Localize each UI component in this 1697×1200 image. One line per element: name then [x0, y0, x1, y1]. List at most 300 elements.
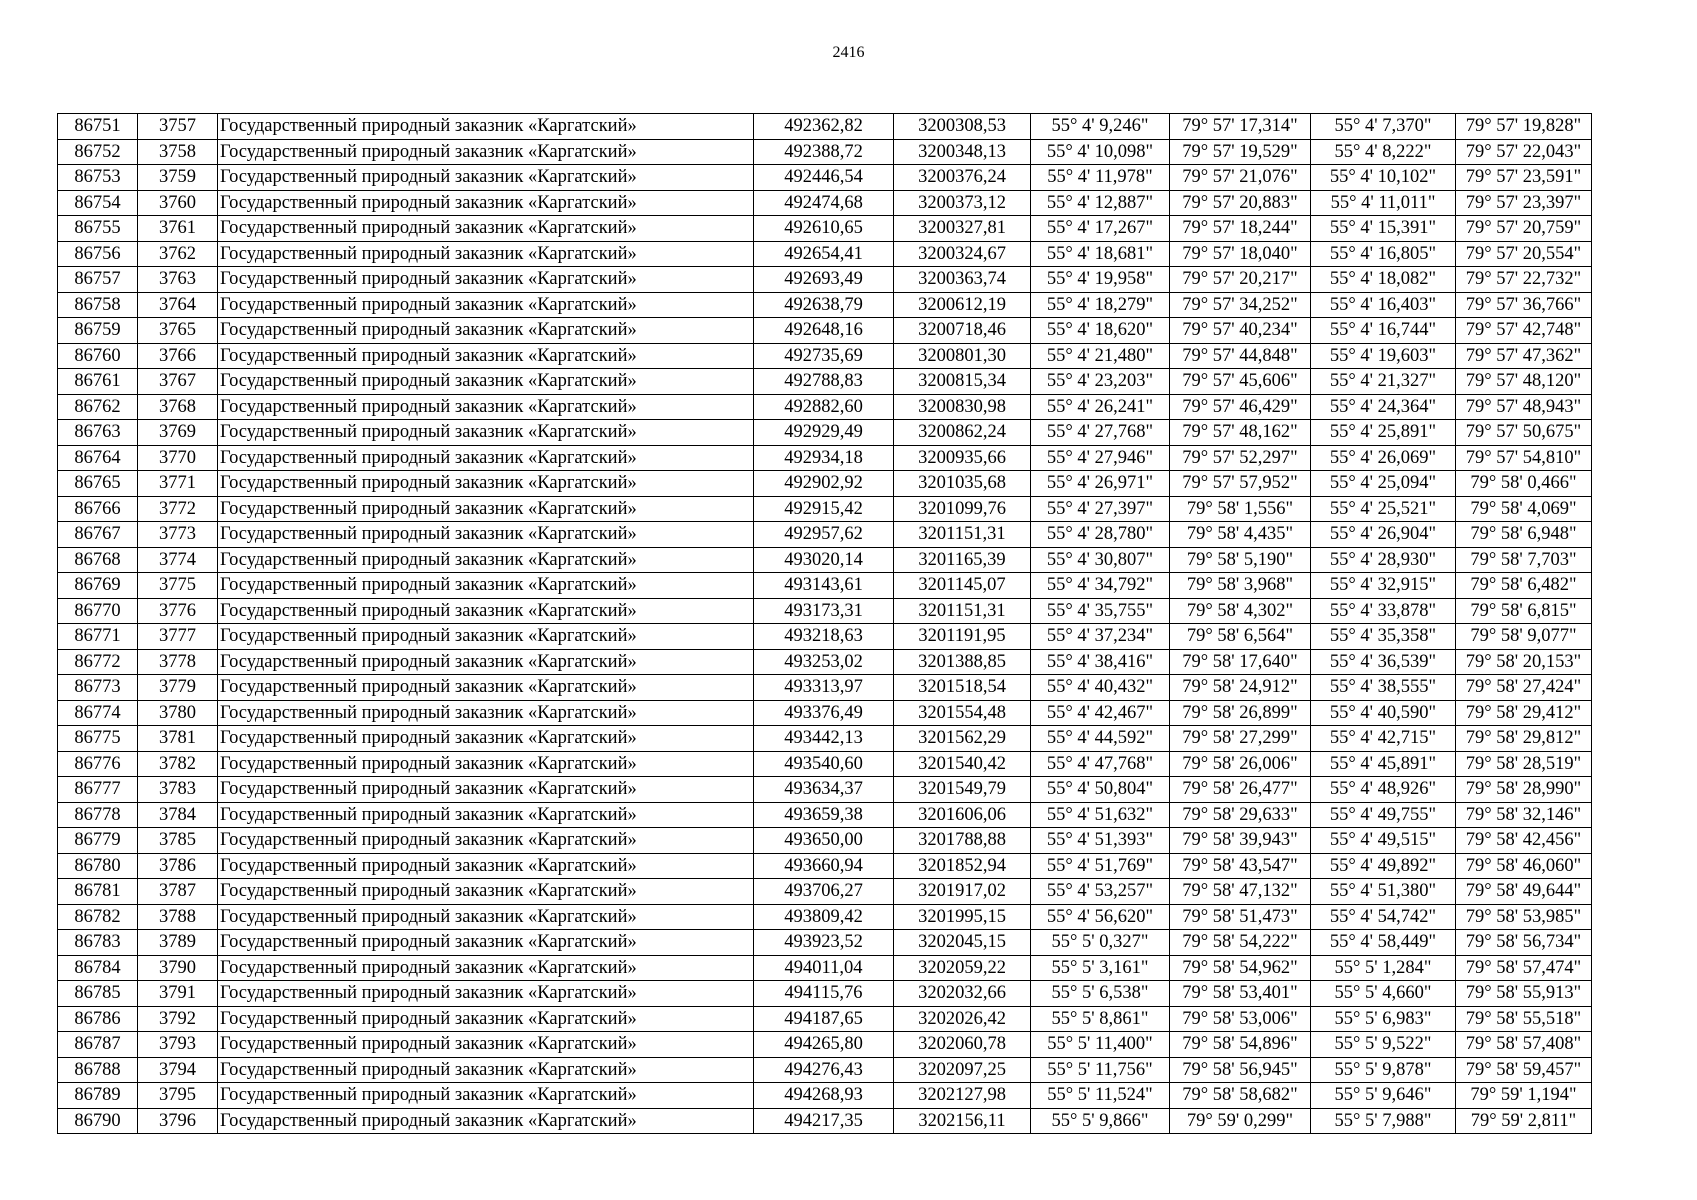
longitude-1-cell: 79° 58' 51,473"	[1170, 904, 1311, 930]
longitude-1-cell: 79° 57' 18,244"	[1170, 216, 1311, 242]
latitude-1-cell: 55° 5' 9,866"	[1031, 1108, 1170, 1134]
object-name-cell: Государственный природный заказник «Каргатский»	[218, 445, 754, 471]
point-number-cell: 3768	[138, 394, 218, 420]
longitude-2-cell: 79° 57' 22,732"	[1456, 267, 1592, 293]
longitude-2-cell: 79° 58' 55,913"	[1456, 981, 1592, 1007]
point-number-cell: 3759	[138, 165, 218, 191]
table-row	[58, 420, 1592, 446]
coord-y-cell: 3202059,22	[894, 955, 1031, 981]
table-row	[58, 700, 1592, 726]
point-number-cell: 3767	[138, 369, 218, 395]
latitude-2-cell: 55° 4' 7,370"	[1311, 114, 1456, 140]
longitude-1-cell: 79° 58' 29,633"	[1170, 802, 1311, 828]
record-number-cell: 86754	[58, 190, 138, 216]
coord-x-cell: 492638,79	[754, 292, 894, 318]
latitude-1-cell: 55° 5' 11,524"	[1031, 1083, 1170, 1109]
longitude-1-cell: 79° 57' 18,040"	[1170, 241, 1311, 267]
record-number-cell: 86765	[58, 471, 138, 497]
coord-y-cell: 3200327,81	[894, 216, 1031, 242]
object-name-cell: Государственный природный заказник «Каргатский»	[218, 777, 754, 803]
longitude-1-cell: 79° 57' 52,297"	[1170, 445, 1311, 471]
longitude-2-cell: 79° 58' 20,153"	[1456, 649, 1592, 675]
latitude-2-cell: 55° 4' 11,011"	[1311, 190, 1456, 216]
table-row	[58, 879, 1592, 905]
longitude-1-cell: 79° 57' 17,314"	[1170, 114, 1311, 140]
record-number-cell: 86779	[58, 828, 138, 854]
table-row	[58, 853, 1592, 879]
table-row	[58, 1032, 1592, 1058]
latitude-2-cell: 55° 4' 49,892"	[1311, 853, 1456, 879]
point-number-cell: 3786	[138, 853, 218, 879]
coord-x-cell: 494265,80	[754, 1032, 894, 1058]
coord-y-cell: 3201099,76	[894, 496, 1031, 522]
latitude-2-cell: 55° 4' 16,403"	[1311, 292, 1456, 318]
point-number-cell: 3796	[138, 1108, 218, 1134]
record-number-cell: 86781	[58, 879, 138, 905]
latitude-2-cell: 55° 4' 49,755"	[1311, 802, 1456, 828]
longitude-1-cell: 79° 57' 19,529"	[1170, 139, 1311, 165]
point-number-cell: 3774	[138, 547, 218, 573]
coord-y-cell: 3200348,13	[894, 139, 1031, 165]
coord-y-cell: 3201191,95	[894, 624, 1031, 650]
table-row	[58, 216, 1592, 242]
latitude-1-cell: 55° 4' 18,681"	[1031, 241, 1170, 267]
table-row	[58, 904, 1592, 930]
object-name-cell: Государственный природный заказник «Каргатский»	[218, 930, 754, 956]
table-row	[58, 981, 1592, 1007]
latitude-2-cell: 55° 4' 48,926"	[1311, 777, 1456, 803]
latitude-2-cell: 55° 4' 8,222"	[1311, 139, 1456, 165]
point-number-cell: 3781	[138, 726, 218, 752]
longitude-2-cell: 79° 59' 2,811"	[1456, 1108, 1592, 1134]
latitude-1-cell: 55° 4' 26,971"	[1031, 471, 1170, 497]
latitude-2-cell: 55° 4' 16,805"	[1311, 241, 1456, 267]
point-number-cell: 3787	[138, 879, 218, 905]
latitude-1-cell: 55° 4' 26,241"	[1031, 394, 1170, 420]
table-row	[58, 190, 1592, 216]
coord-x-cell: 494011,04	[754, 955, 894, 981]
record-number-cell: 86774	[58, 700, 138, 726]
coord-x-cell: 492388,72	[754, 139, 894, 165]
point-number-cell: 3763	[138, 267, 218, 293]
longitude-2-cell: 79° 58' 53,985"	[1456, 904, 1592, 930]
latitude-1-cell: 55° 4' 38,416"	[1031, 649, 1170, 675]
coord-y-cell: 3202060,78	[894, 1032, 1031, 1058]
record-number-cell: 86753	[58, 165, 138, 191]
longitude-1-cell: 79° 58' 53,401"	[1170, 981, 1311, 1007]
longitude-1-cell: 79° 58' 6,564"	[1170, 624, 1311, 650]
point-number-cell: 3777	[138, 624, 218, 650]
latitude-1-cell: 55° 4' 21,480"	[1031, 343, 1170, 369]
coord-y-cell: 3201151,31	[894, 522, 1031, 548]
longitude-2-cell: 79° 58' 55,518"	[1456, 1006, 1592, 1032]
latitude-2-cell: 55° 4' 58,449"	[1311, 930, 1456, 956]
object-name-cell: Государственный природный заказник «Каргатский»	[218, 190, 754, 216]
object-name-cell: Государственный природный заказник «Каргатский»	[218, 573, 754, 599]
coord-x-cell: 492654,41	[754, 241, 894, 267]
latitude-2-cell: 55° 4' 25,891"	[1311, 420, 1456, 446]
latitude-1-cell: 55° 4' 27,768"	[1031, 420, 1170, 446]
longitude-2-cell: 79° 57' 48,120"	[1456, 369, 1592, 395]
longitude-1-cell: 79° 57' 48,162"	[1170, 420, 1311, 446]
table-row	[58, 471, 1592, 497]
object-name-cell: Государственный природный заказник «Каргатский»	[218, 165, 754, 191]
longitude-1-cell: 79° 57' 46,429"	[1170, 394, 1311, 420]
point-number-cell: 3772	[138, 496, 218, 522]
longitude-1-cell: 79° 58' 3,968"	[1170, 573, 1311, 599]
longitude-1-cell: 79° 58' 56,945"	[1170, 1057, 1311, 1083]
point-number-cell: 3757	[138, 114, 218, 140]
object-name-cell: Государственный природный заказник «Каргатский»	[218, 241, 754, 267]
longitude-2-cell: 79° 58' 59,457"	[1456, 1057, 1592, 1083]
point-number-cell: 3764	[138, 292, 218, 318]
longitude-2-cell: 79° 57' 50,675"	[1456, 420, 1592, 446]
coord-x-cell: 492693,49	[754, 267, 894, 293]
longitude-2-cell: 79° 58' 9,077"	[1456, 624, 1592, 650]
table-row	[58, 802, 1592, 828]
point-number-cell: 3766	[138, 343, 218, 369]
latitude-1-cell: 55° 5' 0,327"	[1031, 930, 1170, 956]
coord-y-cell: 3201388,85	[894, 649, 1031, 675]
longitude-1-cell: 79° 58' 26,899"	[1170, 700, 1311, 726]
table-row	[58, 292, 1592, 318]
latitude-1-cell: 55° 4' 53,257"	[1031, 879, 1170, 905]
coord-y-cell: 3200815,34	[894, 369, 1031, 395]
longitude-1-cell: 79° 58' 54,222"	[1170, 930, 1311, 956]
point-number-cell: 3794	[138, 1057, 218, 1083]
coord-y-cell: 3201145,07	[894, 573, 1031, 599]
coord-y-cell: 3202097,25	[894, 1057, 1031, 1083]
table-row	[58, 828, 1592, 854]
coord-y-cell: 3201606,06	[894, 802, 1031, 828]
latitude-1-cell: 55° 4' 18,620"	[1031, 318, 1170, 344]
latitude-1-cell: 55° 4' 28,780"	[1031, 522, 1170, 548]
point-number-cell: 3765	[138, 318, 218, 344]
coord-y-cell: 3201917,02	[894, 879, 1031, 905]
point-number-cell: 3778	[138, 649, 218, 675]
table-row	[58, 1083, 1592, 1109]
point-number-cell: 3770	[138, 445, 218, 471]
latitude-1-cell: 55° 4' 23,203"	[1031, 369, 1170, 395]
record-number-cell: 86785	[58, 981, 138, 1007]
table-row	[58, 522, 1592, 548]
object-name-cell: Государственный природный заказник «Каргатский»	[218, 471, 754, 497]
table-row	[58, 318, 1592, 344]
longitude-1-cell: 79° 58' 4,435"	[1170, 522, 1311, 548]
object-name-cell: Государственный природный заказник «Каргатский»	[218, 828, 754, 854]
point-number-cell: 3780	[138, 700, 218, 726]
longitude-1-cell: 79° 58' 5,190"	[1170, 547, 1311, 573]
record-number-cell: 86769	[58, 573, 138, 599]
record-number-cell: 86751	[58, 114, 138, 140]
longitude-2-cell: 79° 57' 42,748"	[1456, 318, 1592, 344]
record-number-cell: 86786	[58, 1006, 138, 1032]
table-row	[58, 241, 1592, 267]
coord-x-cell: 493376,49	[754, 700, 894, 726]
longitude-1-cell: 79° 57' 40,234"	[1170, 318, 1311, 344]
record-number-cell: 86777	[58, 777, 138, 803]
table-row	[58, 777, 1592, 803]
table-row	[58, 369, 1592, 395]
coord-x-cell: 492446,54	[754, 165, 894, 191]
latitude-2-cell: 55° 4' 49,515"	[1311, 828, 1456, 854]
object-name-cell: Государственный природный заказник «Каргатский»	[218, 547, 754, 573]
latitude-1-cell: 55° 4' 50,804"	[1031, 777, 1170, 803]
coord-y-cell: 3201852,94	[894, 853, 1031, 879]
latitude-1-cell: 55° 4' 56,620"	[1031, 904, 1170, 930]
object-name-cell: Государственный природный заказник «Каргатский»	[218, 114, 754, 140]
record-number-cell: 86772	[58, 649, 138, 675]
coord-x-cell: 494187,65	[754, 1006, 894, 1032]
record-number-cell: 86767	[58, 522, 138, 548]
table-row	[58, 955, 1592, 981]
latitude-1-cell: 55° 4' 35,755"	[1031, 598, 1170, 624]
coord-y-cell: 3202032,66	[894, 981, 1031, 1007]
record-number-cell: 86755	[58, 216, 138, 242]
object-name-cell: Государственный природный заказник «Каргатский»	[218, 1108, 754, 1134]
latitude-1-cell: 55° 4' 11,978"	[1031, 165, 1170, 191]
longitude-1-cell: 79° 57' 44,848"	[1170, 343, 1311, 369]
point-number-cell: 3773	[138, 522, 218, 548]
coord-y-cell: 3201165,39	[894, 547, 1031, 573]
record-number-cell: 86778	[58, 802, 138, 828]
latitude-2-cell: 55° 4' 45,891"	[1311, 751, 1456, 777]
point-number-cell: 3793	[138, 1032, 218, 1058]
record-number-cell: 86758	[58, 292, 138, 318]
latitude-1-cell: 55° 5' 3,161"	[1031, 955, 1170, 981]
longitude-2-cell: 79° 58' 56,734"	[1456, 930, 1592, 956]
latitude-2-cell: 55° 4' 18,082"	[1311, 267, 1456, 293]
coord-x-cell: 492362,82	[754, 114, 894, 140]
coord-x-cell: 492902,92	[754, 471, 894, 497]
latitude-2-cell: 55° 5' 1,284"	[1311, 955, 1456, 981]
coord-x-cell: 492735,69	[754, 343, 894, 369]
coord-y-cell: 3200801,30	[894, 343, 1031, 369]
coord-x-cell: 493923,52	[754, 930, 894, 956]
object-name-cell: Государственный природный заказник «Каргатский»	[218, 726, 754, 752]
table-row	[58, 726, 1592, 752]
object-name-cell: Государственный природный заказник «Каргатский»	[218, 318, 754, 344]
table-row	[58, 598, 1592, 624]
longitude-2-cell: 79° 57' 47,362"	[1456, 343, 1592, 369]
latitude-1-cell: 55° 4' 19,958"	[1031, 267, 1170, 293]
record-number-cell: 86790	[58, 1108, 138, 1134]
coord-y-cell: 3201151,31	[894, 598, 1031, 624]
latitude-1-cell: 55° 4' 51,393"	[1031, 828, 1170, 854]
coord-y-cell: 3201035,68	[894, 471, 1031, 497]
longitude-1-cell: 79° 57' 21,076"	[1170, 165, 1311, 191]
coord-y-cell: 3201788,88	[894, 828, 1031, 854]
point-number-cell: 3758	[138, 139, 218, 165]
table-row	[58, 496, 1592, 522]
table-row	[58, 624, 1592, 650]
latitude-1-cell: 55° 4' 40,432"	[1031, 675, 1170, 701]
coord-x-cell: 493143,61	[754, 573, 894, 599]
coord-x-cell: 494115,76	[754, 981, 894, 1007]
latitude-1-cell: 55° 4' 34,792"	[1031, 573, 1170, 599]
latitude-2-cell: 55° 4' 36,539"	[1311, 649, 1456, 675]
coord-x-cell: 494217,35	[754, 1108, 894, 1134]
longitude-2-cell: 79° 57' 22,043"	[1456, 139, 1592, 165]
coord-y-cell: 3200324,67	[894, 241, 1031, 267]
longitude-1-cell: 79° 58' 39,943"	[1170, 828, 1311, 854]
latitude-1-cell: 55° 4' 18,279"	[1031, 292, 1170, 318]
coord-y-cell: 3200376,24	[894, 165, 1031, 191]
point-number-cell: 3792	[138, 1006, 218, 1032]
longitude-1-cell: 79° 58' 24,912"	[1170, 675, 1311, 701]
point-number-cell: 3779	[138, 675, 218, 701]
latitude-2-cell: 55° 4' 51,380"	[1311, 879, 1456, 905]
record-number-cell: 86760	[58, 343, 138, 369]
coord-x-cell: 493253,02	[754, 649, 894, 675]
latitude-2-cell: 55° 5' 6,983"	[1311, 1006, 1456, 1032]
coord-x-cell: 493313,97	[754, 675, 894, 701]
longitude-1-cell: 79° 57' 57,952"	[1170, 471, 1311, 497]
record-number-cell: 86756	[58, 241, 138, 267]
object-name-cell: Государственный природный заказник «Каргатский»	[218, 955, 754, 981]
latitude-1-cell: 55° 5' 11,400"	[1031, 1032, 1170, 1058]
longitude-1-cell: 79° 58' 58,682"	[1170, 1083, 1311, 1109]
object-name-cell: Государственный природный заказник «Каргатский»	[218, 981, 754, 1007]
record-number-cell: 86768	[58, 547, 138, 573]
object-name-cell: Государственный природный заказник «Каргатский»	[218, 802, 754, 828]
coord-y-cell: 3202026,42	[894, 1006, 1031, 1032]
coord-y-cell: 3200308,53	[894, 114, 1031, 140]
coord-x-cell: 493650,00	[754, 828, 894, 854]
longitude-2-cell: 79° 58' 49,644"	[1456, 879, 1592, 905]
coord-y-cell: 3200935,66	[894, 445, 1031, 471]
latitude-2-cell: 55° 4' 16,744"	[1311, 318, 1456, 344]
record-number-cell: 86789	[58, 1083, 138, 1109]
record-number-cell: 86776	[58, 751, 138, 777]
object-name-cell: Государственный природный заказник «Каргатский»	[218, 343, 754, 369]
point-number-cell: 3785	[138, 828, 218, 854]
longitude-2-cell: 79° 58' 6,948"	[1456, 522, 1592, 548]
table-row	[58, 930, 1592, 956]
point-number-cell: 3761	[138, 216, 218, 242]
longitude-2-cell: 79° 57' 36,766"	[1456, 292, 1592, 318]
coord-x-cell: 493020,14	[754, 547, 894, 573]
table-row	[58, 165, 1592, 191]
latitude-1-cell: 55° 4' 10,098"	[1031, 139, 1170, 165]
coord-x-cell: 494276,43	[754, 1057, 894, 1083]
object-name-cell: Государственный природный заказник «Каргатский»	[218, 267, 754, 293]
longitude-2-cell: 79° 57' 19,828"	[1456, 114, 1592, 140]
longitude-1-cell: 79° 57' 45,606"	[1170, 369, 1311, 395]
table-row	[58, 114, 1592, 140]
longitude-2-cell: 79° 58' 28,519"	[1456, 751, 1592, 777]
coord-x-cell: 493634,37	[754, 777, 894, 803]
latitude-2-cell: 55° 4' 25,094"	[1311, 471, 1456, 497]
coordinates-table	[57, 113, 1592, 1134]
latitude-1-cell: 55° 4' 37,234"	[1031, 624, 1170, 650]
table-body	[58, 114, 1592, 1134]
latitude-2-cell: 55° 4' 32,915"	[1311, 573, 1456, 599]
latitude-2-cell: 55° 5' 4,660"	[1311, 981, 1456, 1007]
point-number-cell: 3776	[138, 598, 218, 624]
longitude-1-cell: 79° 58' 54,962"	[1170, 955, 1311, 981]
record-number-cell: 86788	[58, 1057, 138, 1083]
coord-y-cell: 3201554,48	[894, 700, 1031, 726]
table-row	[58, 573, 1592, 599]
coord-y-cell: 3201549,79	[894, 777, 1031, 803]
longitude-1-cell: 79° 57' 20,217"	[1170, 267, 1311, 293]
coord-x-cell: 493706,27	[754, 879, 894, 905]
longitude-2-cell: 79° 58' 4,069"	[1456, 496, 1592, 522]
latitude-2-cell: 55° 4' 42,715"	[1311, 726, 1456, 752]
coord-x-cell: 492648,16	[754, 318, 894, 344]
record-number-cell: 86787	[58, 1032, 138, 1058]
longitude-2-cell: 79° 58' 7,703"	[1456, 547, 1592, 573]
latitude-1-cell: 55° 4' 51,632"	[1031, 802, 1170, 828]
latitude-1-cell: 55° 4' 12,887"	[1031, 190, 1170, 216]
longitude-2-cell: 79° 58' 57,408"	[1456, 1032, 1592, 1058]
latitude-2-cell: 55° 4' 40,590"	[1311, 700, 1456, 726]
table-row	[58, 343, 1592, 369]
point-number-cell: 3789	[138, 930, 218, 956]
coord-x-cell: 492474,68	[754, 190, 894, 216]
latitude-2-cell: 55° 4' 54,742"	[1311, 904, 1456, 930]
coord-y-cell: 3201562,29	[894, 726, 1031, 752]
point-number-cell: 3795	[138, 1083, 218, 1109]
object-name-cell: Государственный природный заказник «Каргатский»	[218, 700, 754, 726]
point-number-cell: 3760	[138, 190, 218, 216]
latitude-1-cell: 55° 5' 6,538"	[1031, 981, 1170, 1007]
table-row	[58, 547, 1592, 573]
point-number-cell: 3791	[138, 981, 218, 1007]
object-name-cell: Государственный природный заказник «Каргатский»	[218, 853, 754, 879]
latitude-2-cell: 55° 5' 9,878"	[1311, 1057, 1456, 1083]
longitude-2-cell: 79° 58' 32,146"	[1456, 802, 1592, 828]
object-name-cell: Государственный природный заказник «Каргатский»	[218, 420, 754, 446]
longitude-2-cell: 79° 57' 23,591"	[1456, 165, 1592, 191]
longitude-2-cell: 79° 57' 20,554"	[1456, 241, 1592, 267]
table-row	[58, 267, 1592, 293]
longitude-1-cell: 79° 58' 27,299"	[1170, 726, 1311, 752]
table-row	[58, 445, 1592, 471]
record-number-cell: 86782	[58, 904, 138, 930]
record-number-cell: 86764	[58, 445, 138, 471]
longitude-1-cell: 79° 58' 43,547"	[1170, 853, 1311, 879]
coord-x-cell: 492788,83	[754, 369, 894, 395]
coord-x-cell: 493540,60	[754, 751, 894, 777]
coord-x-cell: 493659,38	[754, 802, 894, 828]
latitude-2-cell: 55° 4' 33,878"	[1311, 598, 1456, 624]
latitude-1-cell: 55° 5' 8,861"	[1031, 1006, 1170, 1032]
latitude-2-cell: 55° 4' 26,069"	[1311, 445, 1456, 471]
point-number-cell: 3771	[138, 471, 218, 497]
point-number-cell: 3784	[138, 802, 218, 828]
latitude-1-cell: 55° 4' 44,592"	[1031, 726, 1170, 752]
longitude-1-cell: 79° 58' 26,477"	[1170, 777, 1311, 803]
coord-x-cell: 493809,42	[754, 904, 894, 930]
latitude-1-cell: 55° 4' 30,807"	[1031, 547, 1170, 573]
latitude-2-cell: 55° 4' 24,364"	[1311, 394, 1456, 420]
latitude-1-cell: 55° 5' 11,756"	[1031, 1057, 1170, 1083]
record-number-cell: 86761	[58, 369, 138, 395]
longitude-2-cell: 79° 58' 46,060"	[1456, 853, 1592, 879]
object-name-cell: Государственный природный заказник «Каргатский»	[218, 904, 754, 930]
object-name-cell: Государственный природный заказник «Каргатский»	[218, 751, 754, 777]
table-row	[58, 1057, 1592, 1083]
coord-y-cell: 3201995,15	[894, 904, 1031, 930]
latitude-1-cell: 55° 4' 51,769"	[1031, 853, 1170, 879]
record-number-cell: 86759	[58, 318, 138, 344]
object-name-cell: Государственный природный заказник «Каргатский»	[218, 1032, 754, 1058]
longitude-1-cell: 79° 58' 54,896"	[1170, 1032, 1311, 1058]
coord-x-cell: 492915,42	[754, 496, 894, 522]
table-row	[58, 1006, 1592, 1032]
